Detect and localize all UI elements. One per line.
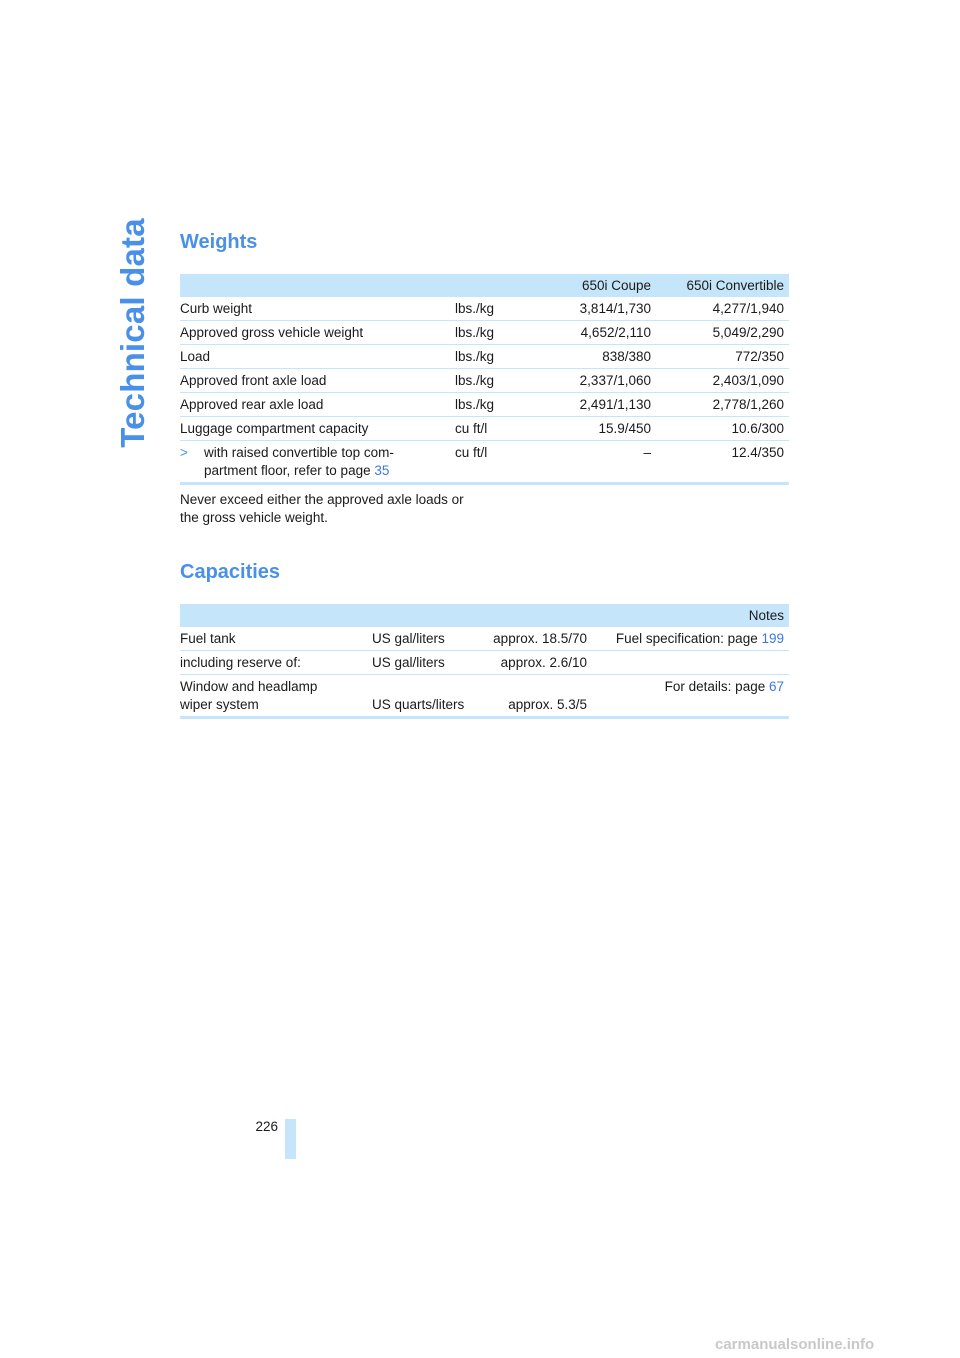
table-row [180, 297, 789, 321]
row-convertible-value: 772/350 [735, 349, 784, 364]
table-row-sub [180, 441, 789, 485]
row-value: approx. 2.6/10 [500, 655, 587, 670]
row-note [665, 679, 784, 694]
row-unit: US gal/liters [372, 655, 445, 670]
row-coupe-value: – [643, 445, 651, 460]
row-note [616, 631, 784, 646]
page-ref-link[interactable]: 35 [374, 463, 390, 478]
capacities-table-header [180, 604, 789, 627]
row-unit: cu ft/l [455, 421, 488, 436]
row-value: approx. 5.3/5 [508, 697, 587, 712]
row-coupe-value: 3,814/1,730 [579, 301, 651, 316]
capacities-table [180, 604, 789, 719]
column-header-notes: Notes [748, 608, 784, 623]
row-label: Approved front axle load [180, 373, 327, 388]
row-label-line1: Window and headlamp [180, 679, 318, 694]
weights-table-header [180, 274, 789, 297]
sub-row-label-text: partment floor, refer to page [204, 463, 371, 478]
table-row [180, 393, 789, 417]
weights-heading: Weights [180, 231, 258, 253]
row-label: Luggage compartment capacity [180, 421, 369, 436]
page-number: 226 [255, 1119, 278, 1134]
note-text: Fuel specification: page [615, 631, 762, 646]
row-convertible-value: 2,778/1,260 [712, 397, 784, 412]
note-text: For details: page [664, 679, 769, 694]
row-label: Curb weight [180, 301, 253, 316]
row-unit: lbs./kg [455, 349, 495, 364]
row-unit: US quarts/liters [372, 697, 465, 712]
row-convertible-value: 5,049/2,290 [712, 325, 784, 340]
note-line: Never exceed either the approved axle loads or [180, 492, 464, 507]
row-unit: lbs./kg [455, 397, 495, 412]
row-unit: lbs./kg [455, 325, 495, 340]
row-label-line2: wiper system [180, 697, 259, 712]
table-row [180, 345, 789, 369]
row-coupe-value: 2,491/1,130 [579, 397, 651, 412]
table-row-wiper [180, 675, 789, 719]
side-title-text: Technical data [114, 218, 152, 448]
bullet-arrow-icon: > [180, 445, 188, 460]
row-label: Approved rear axle load [180, 397, 324, 412]
row-label: Fuel tank [180, 631, 236, 646]
row-convertible-value: 2,403/1,090 [712, 373, 784, 388]
row-coupe-value: 4,652/2,110 [580, 325, 651, 340]
sub-row-label-line2 [204, 463, 389, 478]
row-unit: lbs./kg [455, 373, 495, 388]
row-coupe-value: 838/380 [602, 349, 651, 364]
column-header-coupe: 650i Coupe [581, 278, 651, 293]
row-label: Load [180, 349, 211, 364]
table-row [180, 417, 789, 441]
capacities-heading: Capacities [180, 561, 281, 583]
row-coupe-value: 2,337/1,060 [579, 373, 651, 388]
row-convertible-value: 4,277/1,940 [712, 301, 784, 316]
watermark-text: carmanualsonline.info [715, 1336, 875, 1353]
table-row [180, 651, 789, 675]
row-value: approx. 18.5/70 [493, 631, 587, 646]
column-header-convertible: 650i Convertible [686, 278, 784, 293]
table-row [180, 321, 789, 345]
row-convertible-value: 10.6/300 [731, 421, 784, 436]
page-marker-bar [285, 1119, 296, 1159]
section-side-title [112, 218, 154, 448]
row-unit: lbs./kg [455, 301, 495, 316]
weights-table [180, 274, 789, 485]
row-label: including reserve of: [180, 655, 301, 670]
row-label: Approved gross vehicle weight [180, 325, 364, 340]
row-unit: US gal/liters [372, 631, 445, 646]
row-coupe-value: 15.9/450 [598, 421, 651, 436]
page-ref-link[interactable]: 67 [768, 679, 784, 694]
weights-note [180, 491, 480, 527]
table-row [180, 627, 789, 651]
page-ref-link[interactable]: 199 [761, 631, 784, 646]
note-line: the gross vehicle weight. [180, 510, 328, 525]
sub-row-label-line1: with raised convertible top com- [204, 445, 394, 460]
table-row [180, 369, 789, 393]
row-unit: cu ft/l [455, 445, 488, 460]
row-convertible-value: 12.4/350 [731, 445, 784, 460]
